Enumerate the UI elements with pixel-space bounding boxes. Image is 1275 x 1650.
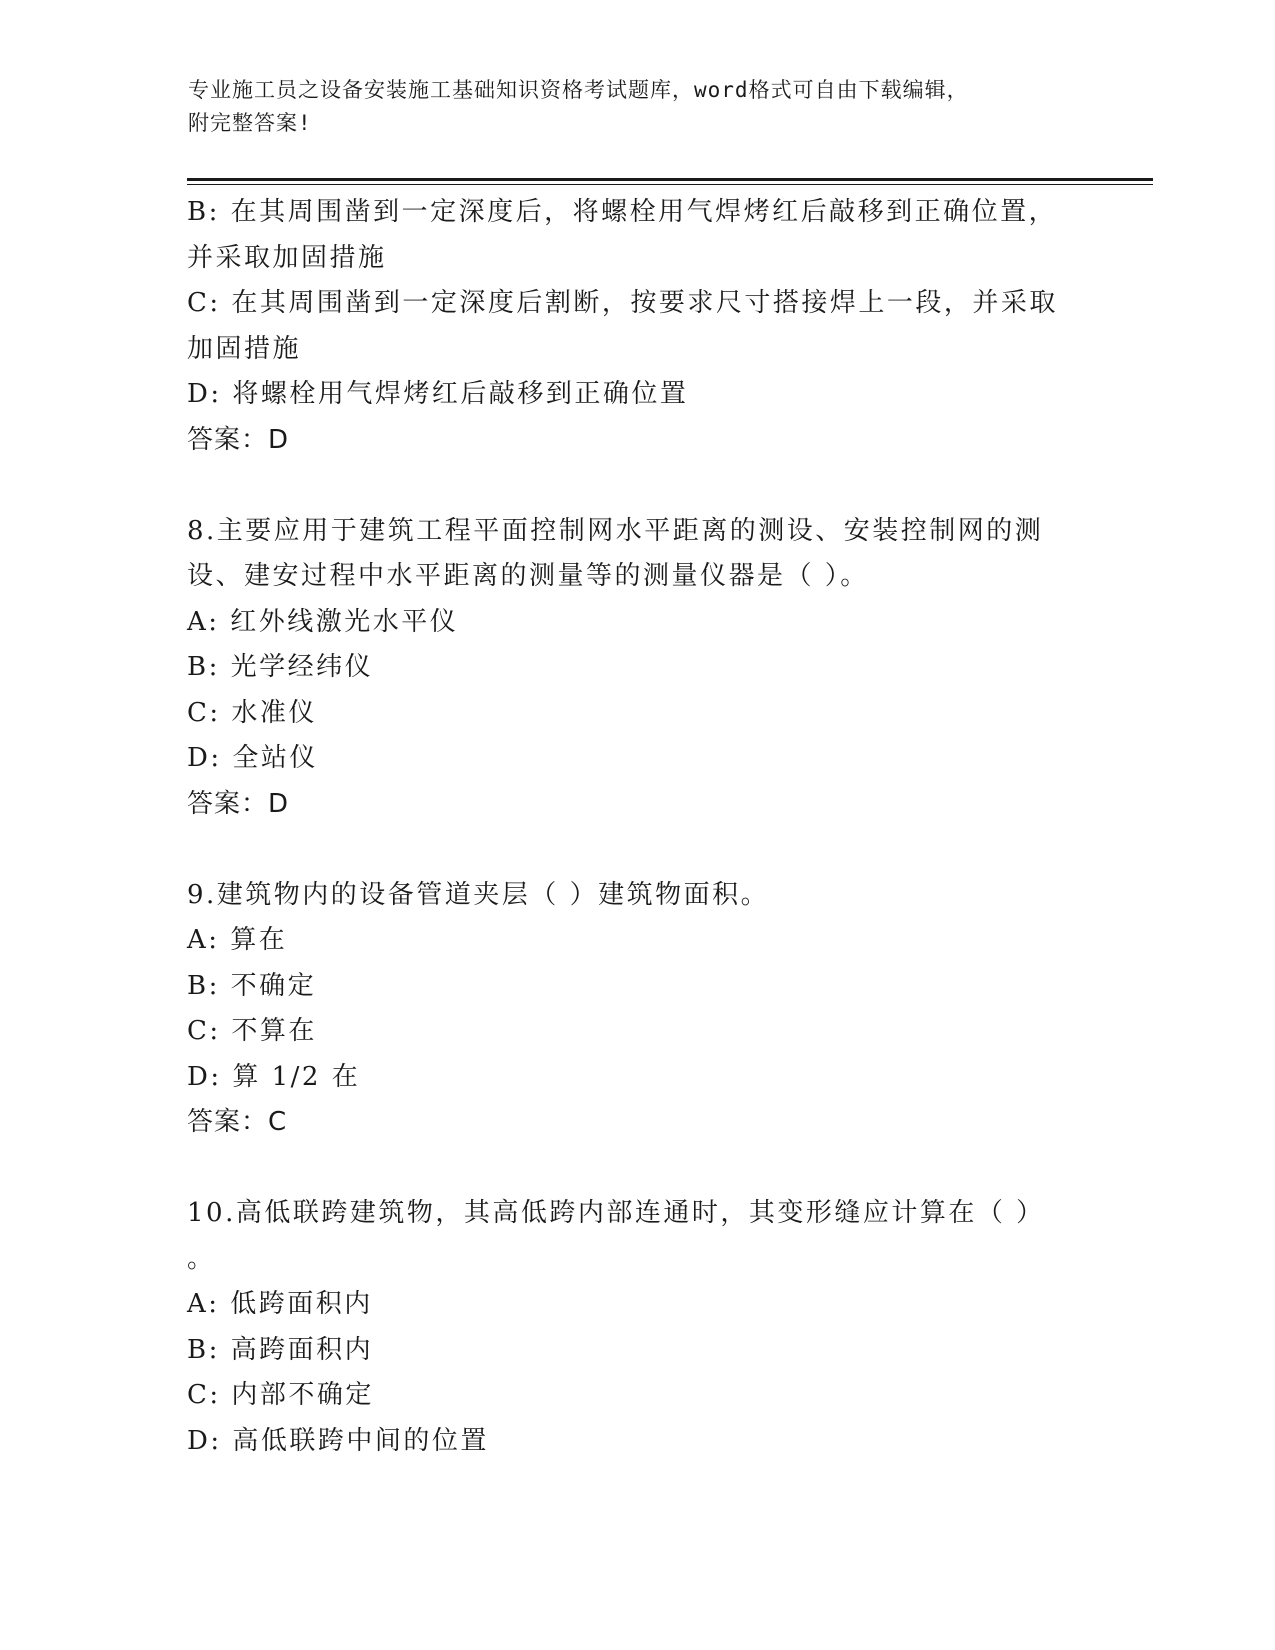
- option-d: D: 算 1/2 在: [187, 1061, 361, 1092]
- previous-question: [187, 190, 1087, 463]
- spacer: [187, 827, 1087, 873]
- question-10: [187, 1191, 1087, 1464]
- option-d: D: 将螺栓用气焊烤红后敲移到正确位置: [187, 379, 689, 409]
- question-8: [187, 509, 1087, 828]
- option-d: D: 高低联跨中间的位置: [187, 1425, 489, 1456]
- question-stem: 9.建筑物内的设备管道夹层（ ）建筑物面积。: [187, 879, 770, 910]
- option-a: A: 算在: [187, 925, 288, 955]
- answer-label: 答案：D: [187, 788, 290, 819]
- option-b: B: 光学经纬仪: [187, 652, 374, 682]
- question-9: [187, 873, 1087, 1146]
- header-line-1: 专业施工员之设备安装施工基础知识资格考试题库，word格式可自由下载编辑，: [188, 78, 969, 102]
- question-stem-continued: 。: [187, 1243, 216, 1274]
- option-b: B: 在其周围凿到一定深度后，将螺栓用气焊烤红后敲移到正确位置，: [187, 197, 1058, 227]
- question-stem-continued: 设、建安过程中水平距离的测量等的测量仪器是（ ）。: [187, 561, 869, 591]
- option-c: C: 内部不确定: [187, 1380, 374, 1410]
- option-b-continued: 并采取加固措施: [187, 242, 387, 273]
- header-line-2: 附完整答案!: [188, 111, 312, 135]
- answer-label: 答案：C: [187, 1107, 288, 1137]
- header-divider-thick: [187, 178, 1153, 181]
- option-a: A: 低跨面积内: [187, 1289, 373, 1319]
- option-a: A: 红外线激光水平仪: [187, 606, 459, 637]
- spacer: [187, 1146, 1087, 1192]
- document-header: [188, 74, 1068, 140]
- question-stem: 8.主要应用于建筑工程平面控制网水平距离的测设、安装控制网的测: [187, 515, 1044, 546]
- spacer: [187, 463, 1087, 509]
- option-b: B: 高跨面积内: [187, 1334, 374, 1365]
- option-c-continued: 加固措施: [187, 333, 302, 364]
- option-c: C: 水准仪: [187, 697, 317, 728]
- header-divider-thin: [187, 184, 1153, 185]
- option-b: B: 不确定: [187, 970, 317, 1001]
- option-c: C: 不算在: [187, 1016, 317, 1046]
- answer-label: 答案：D: [187, 424, 290, 455]
- option-c: C: 在其周围凿到一定深度后割断，按要求尺寸搭接焊上一段，并采取: [187, 288, 1058, 318]
- question-stem: 10.高低联跨建筑物，其高低跨内部连通时，其变形缝应计算在（ ）: [187, 1198, 1045, 1228]
- question-list: [187, 190, 1087, 1464]
- option-d: D: 全站仪: [187, 743, 318, 773]
